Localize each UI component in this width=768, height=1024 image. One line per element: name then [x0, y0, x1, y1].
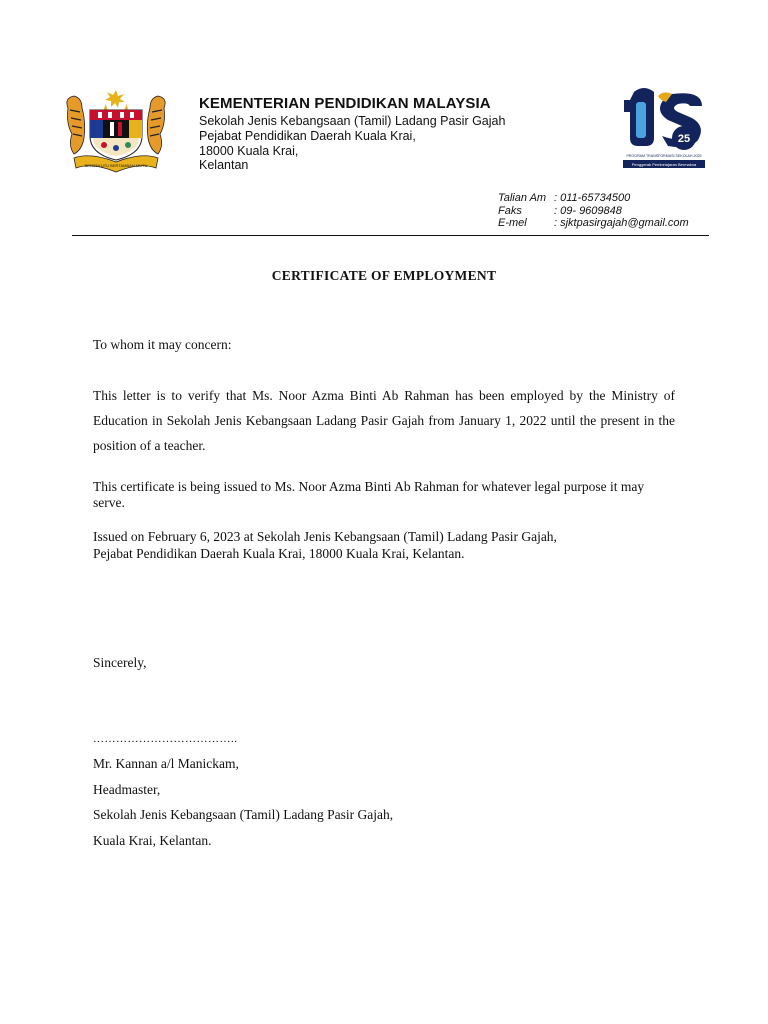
contact-label: Faks [498, 205, 522, 217]
closing: Sincerely, [93, 655, 147, 670]
ministry-name: KEMENTERIAN PENDIDIKAN MALAYSIA [199, 95, 491, 112]
issued-line-1: Issued on February 6, 2023 at Sekolah Jenis Kebangsaan (Tamil) Ladang Pasir Gajah, [93, 529, 557, 544]
verification-paragraph: This letter is to verify that Ms. Noor Azma Binti Ab Rahman has been employed by the Ministry of Education in Sekolah Jenis Kebangsaan Ladang Pasir Gajah from January 1, 2022 until the present in the position of a teacher. [93, 388, 675, 453]
signatory-name: Mr. Kannan a/l Manickam, [93, 756, 239, 771]
postcode-city: 18000 Kuala Krai, [199, 144, 299, 158]
contact-value: : sjktpasirgajah@gmail.com [554, 217, 689, 229]
signatory-position: Headmaster, [93, 782, 161, 797]
contact-value: : 011-65734500 [554, 192, 631, 204]
contact-label: E-mel [498, 217, 527, 229]
salutation: To whom it may concern: [93, 337, 232, 352]
issued-line-2: Pejabat Pendidikan Daerah Kuala Krai, 18000 Kuala Krai, Kelantan. [93, 546, 465, 561]
state: Kelantan [199, 158, 249, 172]
contact-label: Talian Am [498, 192, 547, 204]
school-name: Sekolah Jenis Kebangsaan (Tamil) Ladang Pasir Gajah [199, 114, 506, 128]
svg-text:Penggerak Pembelajaran Bermakn: Penggerak Pembelajaran Bermakna [631, 162, 697, 167]
signatory-school: Sekolah Jenis Kebangsaan (Tamil) Ladang Pasir Gajah, [93, 807, 394, 822]
header-divider [72, 235, 709, 236]
signature-line: ……………………………….. [93, 733, 238, 745]
contact-value: : 09- 9609848 [554, 205, 622, 217]
district-office: Pejabat Pendidikan Daerah Kuala Krai, [199, 129, 416, 143]
svg-text:25: 25 [677, 133, 691, 145]
signatory-location: Kuala Krai, Kelantan. [93, 833, 212, 848]
ts25-program-logo [620, 82, 708, 172]
purpose-paragraph: This certificate is being issued to Ms. Noor Azma Binti Ab Rahman for whatever legal purpose it may serve. [93, 479, 645, 510]
document-title: CERTIFICATE OF EMPLOYMENT [271, 268, 497, 283]
coat-of-arms-logo [60, 88, 172, 174]
svg-text:PROGRAM TRANSFORMASI SEKOLAH 2: PROGRAM TRANSFORMASI SEKOLAH 2025 [626, 154, 702, 158]
svg-text:BERSEKUTU BERTAMBAH MUTU: BERSEKUTU BERTAMBAH MUTU [84, 163, 148, 168]
